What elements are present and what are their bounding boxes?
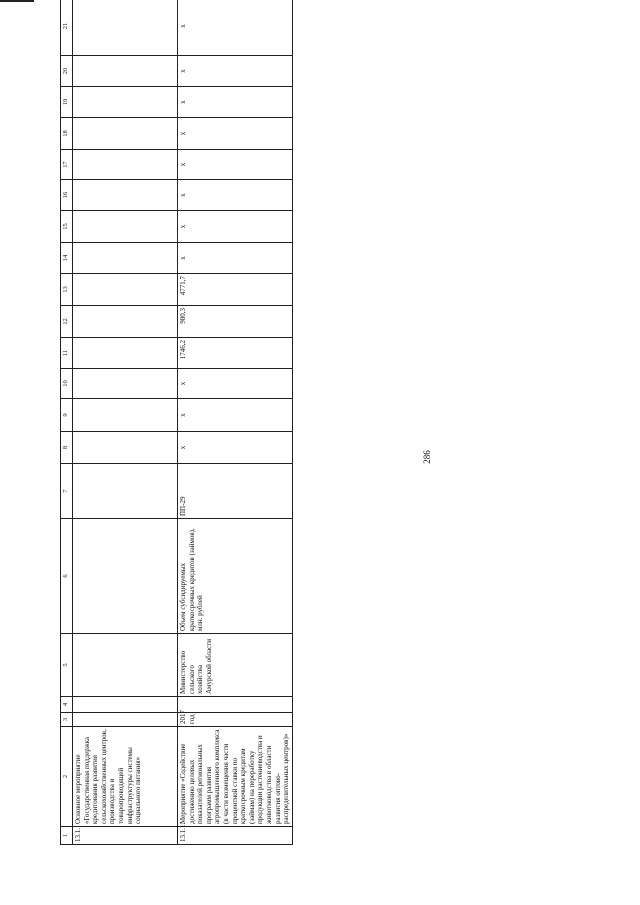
value-cell: х xyxy=(178,243,293,274)
indicator-cell: Объем субсидируемых краткосрочных кредитов (займов), млн. рублей xyxy=(178,519,293,634)
row-number-cell: 13.1. xyxy=(73,827,178,845)
header-cell: 5 xyxy=(61,634,73,697)
value-cell: х xyxy=(178,432,293,464)
header-cell: 16 xyxy=(61,180,73,211)
header-cell: 13 xyxy=(61,274,73,306)
rotated-table xyxy=(60,22,291,845)
header-row xyxy=(61,0,73,845)
value-cell: х xyxy=(178,56,293,87)
value-cell: 4771,7 xyxy=(178,274,293,306)
row-number-cell: 13.1.1. xyxy=(178,827,293,845)
value-cell: х xyxy=(178,399,293,432)
header-cell: 4 xyxy=(61,697,73,713)
header-cell: 3 xyxy=(61,713,73,727)
activity-name-cell: Основное мероприятие «Государственная поддержка кредитования развития сельскохозяйственных центров, производства и товаропроводящей инфраструктуры системы социального питания» xyxy=(73,727,178,827)
value-cell: х xyxy=(178,211,293,243)
table-container xyxy=(60,22,291,845)
header-cell: 20 xyxy=(61,56,73,87)
executor-cell xyxy=(73,634,178,697)
year-cell: 2017 год xyxy=(178,713,293,727)
indicator-cell xyxy=(73,519,178,634)
header-cell: 17 xyxy=(61,150,73,180)
activity-name-cell: Мероприятие «Содействие достижению целевых показателей региональных программ развития агропромышленного комплекса (в части возмещения части процентной ставки по краткосрочным кредитам (займам) на переработку продукции растениеводства и животноводства в области развития оптово-распределительных центров)» xyxy=(178,727,293,827)
header-cell: 11 xyxy=(61,338,73,369)
header-cell: 18 xyxy=(61,118,73,150)
header-cell: 2 xyxy=(61,727,73,827)
header-cell: 7 xyxy=(61,464,73,519)
value-cell xyxy=(73,211,178,243)
value-cell xyxy=(73,432,178,464)
value-cell xyxy=(73,338,178,369)
program-table xyxy=(60,0,293,845)
page-number: 286 xyxy=(421,450,432,464)
value-cell xyxy=(73,369,178,399)
top-edge-line xyxy=(0,0,34,2)
header-cell: 8 xyxy=(61,432,73,464)
header-cell: 1 xyxy=(61,827,73,845)
value-cell xyxy=(73,56,178,87)
value-cell xyxy=(73,0,178,56)
header-cell: 15 xyxy=(61,211,73,243)
value-cell xyxy=(73,399,178,432)
header-cell: 10 xyxy=(61,369,73,399)
value-cell xyxy=(73,180,178,211)
value-cell: 980,3 xyxy=(178,306,293,338)
year-cell xyxy=(73,713,178,727)
table-row xyxy=(73,0,178,845)
value-cell xyxy=(73,87,178,118)
header-cell: 6 xyxy=(61,519,73,634)
program-code-cell: ПП-29 xyxy=(178,464,293,519)
header-cell: 19 xyxy=(61,87,73,118)
value-cell: х xyxy=(178,87,293,118)
program-code-cell xyxy=(73,464,178,519)
value-cell xyxy=(73,274,178,306)
header-cell: 14 xyxy=(61,243,73,274)
header-cell: 12 xyxy=(61,306,73,338)
value-cell: х xyxy=(178,180,293,211)
executor-cell: Министерство сельского хозяйства Амурской области xyxy=(178,634,293,697)
value-cell: 1746,2 xyxy=(178,338,293,369)
value-cell xyxy=(73,306,178,338)
value-cell xyxy=(73,243,178,274)
table-row xyxy=(178,0,293,845)
value-cell xyxy=(73,150,178,180)
value-cell: х xyxy=(178,0,293,56)
value-cell: х xyxy=(178,118,293,150)
cell-col4 xyxy=(178,697,293,713)
cell-col4 xyxy=(73,697,178,713)
value-cell xyxy=(73,118,178,150)
value-cell: х xyxy=(178,150,293,180)
value-cell: х xyxy=(178,369,293,399)
header-cell: 9 xyxy=(61,399,73,432)
header-cell: 21 xyxy=(61,0,73,56)
